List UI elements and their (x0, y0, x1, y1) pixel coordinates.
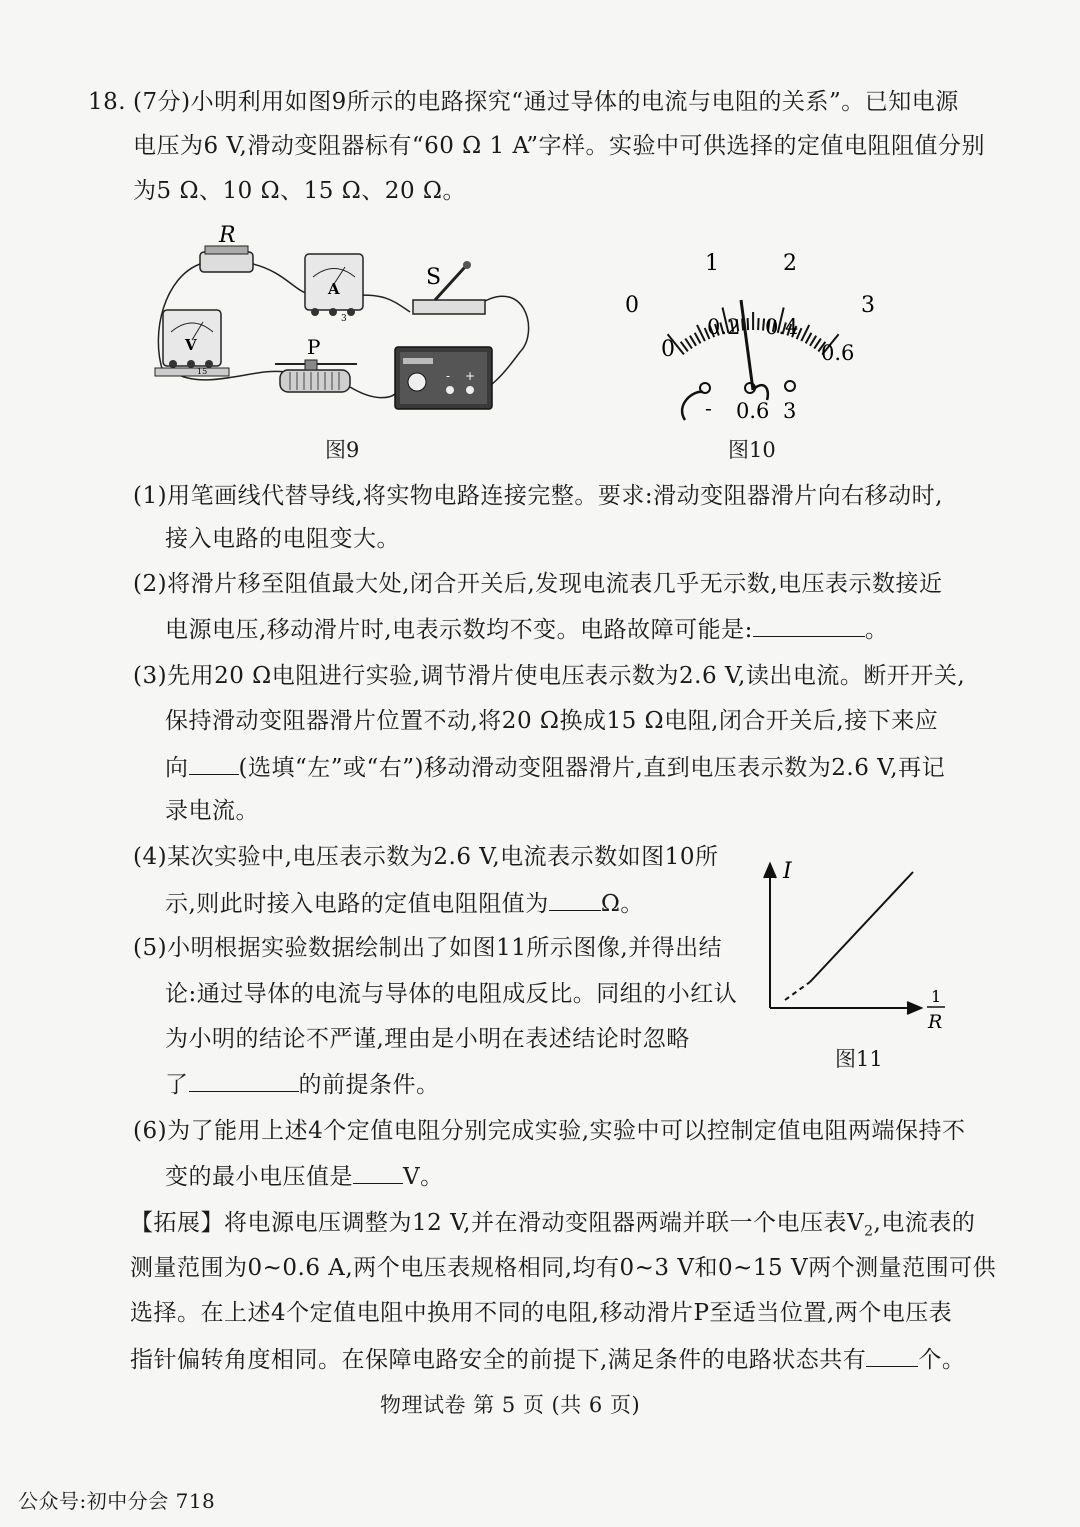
answer-blank-3[interactable] (189, 752, 239, 775)
page-footer: 物理试卷 第 5 页 (共 6 页) (380, 1393, 641, 1417)
svg-text:15: 15 (197, 367, 208, 376)
slider-label: P (307, 335, 321, 359)
answer-blank-2[interactable] (753, 614, 865, 637)
question-line-2: 电压为6 V,滑动变阻器标有“60 Ω 1 A”字样。实验中可供选择的定值电阻阻值分别 (133, 133, 985, 159)
dial-tick (758, 318, 759, 330)
part-3-line-2: 保持滑动变阻器滑片位置不动,将20 Ω换成15 Ω电阻,闭合开关后,接下来应 (165, 708, 939, 734)
extension-line-4: 指针偏转角度相同。在保障电路安全的前提下,满足条件的电路状态共有 个。 (130, 1344, 965, 1375)
voltmeter-label: V (185, 336, 197, 354)
x-axis-arrow (907, 1002, 921, 1014)
part-4-line-2: 示,则此时接入电路的定值电阻阻值为 Ω。 (165, 888, 644, 919)
lower-scale-0.6: 0.6 (821, 341, 855, 365)
part-5-line-1: (5)小明根据实验数据绘制出了如图11所示图像,并得出结 (133, 935, 723, 961)
extension-line-2: 测量范围为0~0.6 A,两个电压表规格相同,均有0~3 V和0~15 V两个测量范围可供 (130, 1255, 997, 1281)
terminal-minus: - (705, 396, 712, 420)
question-line-3: 为5 Ω、10 Ω、15 Ω、20 Ω。 (133, 178, 466, 204)
part-3-line-1: (3)先用20 Ω电阻进行实验,调节滑片使电压表示数为2.6 V,读出电流。断开开关, (133, 663, 966, 689)
svg-text:3: 3 (341, 314, 347, 324)
part-3-line-3: 向 (选填“左”或“右”)移动滑动变阻器滑片,直到电压表示数为2.6 V,再记 (165, 752, 945, 783)
extrapolation-dashed (785, 982, 810, 1000)
x-label-denominator: R (928, 1011, 943, 1033)
part-1-line-1: (1)用笔画线代替导线,将实物电路连接完整。要求:滑动变阻器滑片向右移动时, (133, 483, 943, 509)
answer-blank-4[interactable] (549, 888, 601, 911)
figure-11-caption: 图11 (835, 1047, 883, 1071)
part-2-line-1: (2)将滑片移至阻值最大处,闭合开关后,发现电流表几乎无示数,电压表示数接近 (133, 571, 943, 597)
question-number: 18. (88, 89, 127, 115)
power-supply (395, 347, 492, 409)
figure-9-circuit (145, 222, 540, 417)
terminal-0.6: 0.6 (736, 399, 770, 423)
lower-scale-0: 0 (661, 337, 675, 362)
lower-scale-0.2: 0.2 (707, 315, 741, 339)
x-label-numerator: 1 (931, 987, 942, 1006)
ammeter-label: A (328, 280, 340, 298)
part-3-line-4: 录电流。 (165, 798, 259, 824)
part-5-line-4: 了 的前提条件。 (165, 1069, 440, 1100)
y-axis-label: I (783, 859, 792, 884)
upper-scale-1: 1 (705, 251, 719, 276)
part-4-line-1: (4)某次实验中,电压表示数为2.6 V,电流表示数如图10所 (133, 844, 719, 870)
dial-tick (690, 336, 696, 346)
ammeter (305, 254, 363, 324)
dial-tick (806, 333, 812, 344)
part-5-line-3: 为小明的结论不严谨,理由是小明在表述结论时忽略 (165, 1026, 690, 1052)
question-line-1: (7分)小明利用如图9所示的电路探究“通过导体的电流与电阻的关系”。已知电源 (133, 89, 959, 115)
extension-line-1: 【拓展】将电源电压调整为12 V,并在滑动变阻器两端并联一个电压表$V_2$,电流表的 (130, 1210, 976, 1240)
figure-9-caption: 图9 (325, 438, 360, 462)
switch-label: S (426, 265, 442, 290)
terminal-3: 3 (783, 399, 797, 423)
resistor-label: R (219, 223, 236, 248)
lower-scale-0.4: 0.4 (765, 315, 799, 339)
dial-needle (741, 300, 753, 390)
dial-tick (748, 318, 749, 330)
upper-scale-2: 2 (783, 251, 797, 276)
dial-tick (810, 336, 816, 346)
answer-blank-ext[interactable] (866, 1344, 918, 1367)
dial-tick (685, 339, 692, 349)
part-6-line-1: (6)为了能用上述4个定值电阻分别完成实验,实验中可以控制定值电阻两端保持不 (133, 1118, 966, 1144)
watermark: 公众号:初中分会 718 (18, 1489, 216, 1513)
dial-tick (695, 333, 701, 344)
dial-tick (681, 342, 688, 352)
upper-scale-3: 3 (861, 293, 875, 318)
data-line (810, 872, 913, 982)
upper-scale-0: 0 (625, 293, 639, 318)
y-axis-arrow (764, 864, 776, 878)
switch (413, 261, 485, 314)
part-2-line-2: 电源电压,移动滑片时,电表示数均不变。电路故障可能是: 。 (165, 614, 888, 645)
answer-blank-5[interactable] (189, 1069, 299, 1092)
part-6-line-2: 变的最小电压值是 V。 (165, 1161, 444, 1192)
dial-tick (763, 319, 764, 331)
part-1-line-2: 接入电路的电阻变大。 (165, 526, 400, 552)
dial-tick (814, 339, 821, 349)
figure-10-caption: 图10 (728, 438, 776, 462)
svg-text:+: + (465, 369, 476, 383)
figure-10-ammeter-dial (615, 240, 895, 425)
voltmeter (155, 310, 229, 376)
rheostat (275, 335, 357, 392)
resistor (200, 223, 253, 272)
svg-text:-: - (446, 369, 451, 383)
answer-blank-6[interactable] (353, 1161, 403, 1184)
extension-line-3: 选择。在上述4个定值电阻中换用不同的电阻,移动滑片P至适当位置,两个电压表 (130, 1300, 953, 1326)
figure-11-graph (755, 850, 955, 1035)
part-5-line-2: 论:通过导体的电流与导体的电阻成反比。同组的小红认 (165, 981, 738, 1007)
